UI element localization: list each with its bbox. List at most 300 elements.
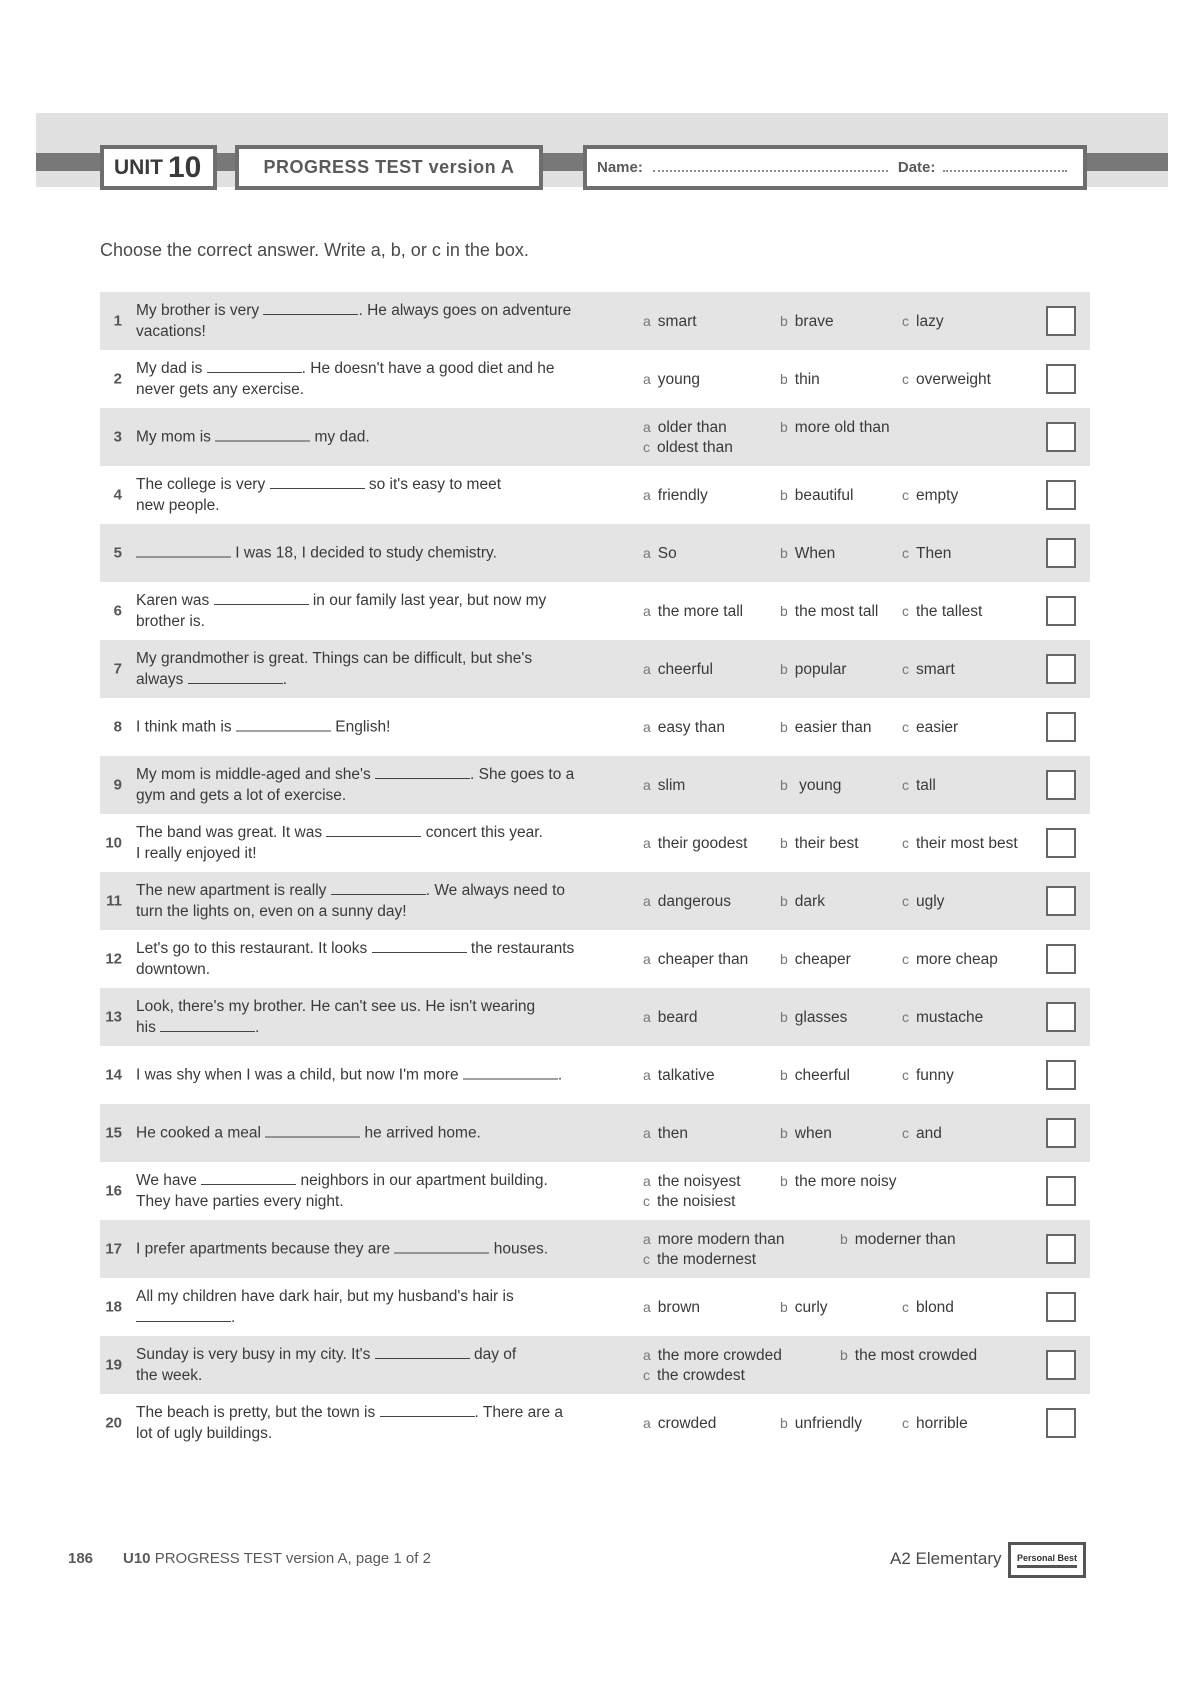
option-c bbox=[902, 1007, 983, 1028]
option-b bbox=[780, 775, 841, 796]
option-letter: a bbox=[643, 1231, 651, 1247]
answer-options bbox=[643, 601, 1063, 621]
option-b bbox=[840, 1229, 956, 1250]
name-field[interactable] bbox=[653, 168, 888, 172]
option-letter: c bbox=[902, 487, 909, 503]
question-text-segment: new people. bbox=[136, 497, 220, 514]
option-text: friendly bbox=[657, 487, 708, 504]
option-line bbox=[643, 1171, 1063, 1191]
answer-box[interactable] bbox=[1046, 828, 1076, 858]
answer-box[interactable] bbox=[1046, 1292, 1076, 1322]
question-text-line bbox=[136, 880, 716, 901]
option-letter: a bbox=[643, 835, 651, 851]
question-row bbox=[100, 350, 1090, 408]
option-line bbox=[643, 1007, 1063, 1027]
question-text-segment: he arrived home. bbox=[360, 1124, 481, 1142]
question-text bbox=[136, 1286, 716, 1328]
option-text: and bbox=[916, 1125, 942, 1142]
option-c bbox=[902, 601, 982, 622]
question-text bbox=[136, 300, 716, 342]
question-text-line bbox=[136, 901, 716, 922]
option-a bbox=[643, 833, 747, 854]
answer-blank bbox=[263, 300, 358, 315]
option-b bbox=[780, 417, 890, 438]
answer-box[interactable] bbox=[1046, 944, 1076, 974]
question-text-segment: so it's easy to meet bbox=[364, 476, 502, 493]
option-letter: a bbox=[643, 777, 651, 793]
question-number: 1 bbox=[113, 312, 122, 330]
option-text: the most crowded bbox=[854, 1347, 978, 1364]
option-letter: a bbox=[643, 1415, 651, 1431]
answer-box[interactable] bbox=[1046, 364, 1076, 394]
option-c bbox=[902, 833, 1018, 854]
option-c bbox=[902, 1297, 954, 1318]
option-letter: c bbox=[902, 1009, 909, 1025]
option-b bbox=[780, 717, 872, 738]
option-letter: c bbox=[902, 313, 909, 329]
option-a bbox=[643, 1171, 741, 1192]
question-number: 2 bbox=[113, 370, 122, 388]
option-letter: a bbox=[643, 1125, 651, 1141]
unit-label-box bbox=[100, 145, 217, 190]
answer-options bbox=[643, 1413, 1063, 1433]
answer-options bbox=[643, 1171, 1063, 1211]
question-number: 8 bbox=[113, 718, 122, 736]
option-c bbox=[902, 775, 936, 796]
answer-box[interactable] bbox=[1046, 712, 1076, 742]
option-text: dangerous bbox=[657, 893, 732, 910]
question-text bbox=[136, 1402, 716, 1444]
question-text-line bbox=[136, 938, 716, 959]
name-date-box bbox=[583, 145, 1087, 190]
option-text: cheerful bbox=[794, 1067, 850, 1084]
answer-options bbox=[643, 891, 1063, 911]
answer-box[interactable] bbox=[1046, 886, 1076, 916]
option-letter: c bbox=[643, 1367, 650, 1383]
option-letter: a bbox=[643, 1347, 651, 1363]
option-letter: c bbox=[902, 835, 909, 851]
answer-blank bbox=[375, 764, 470, 779]
answer-options bbox=[643, 1297, 1063, 1317]
option-text: glasses bbox=[794, 1009, 848, 1026]
option-letter: a bbox=[643, 893, 651, 909]
question-number: 14 bbox=[105, 1066, 122, 1084]
test-title: PROGRESS TEST version A bbox=[263, 157, 515, 177]
question-text bbox=[136, 427, 716, 448]
option-line bbox=[643, 1123, 1063, 1143]
question-text-line bbox=[136, 717, 716, 738]
option-line bbox=[643, 659, 1063, 679]
option-letter: c bbox=[902, 603, 909, 619]
option-text: mustache bbox=[916, 1009, 984, 1026]
question-row bbox=[100, 1046, 1090, 1104]
option-letter: c bbox=[643, 1193, 650, 1209]
question-text-line bbox=[136, 590, 716, 611]
question-text-segment: The band was great. It was bbox=[136, 824, 327, 841]
option-letter: c bbox=[902, 893, 909, 909]
option-a bbox=[643, 775, 685, 796]
question-text-line bbox=[136, 495, 716, 516]
option-c bbox=[902, 485, 958, 506]
question-text-line bbox=[136, 300, 716, 321]
question-text-segment: My mom is middle-aged and she's bbox=[136, 766, 376, 783]
question-text-segment: brother is. bbox=[136, 613, 205, 630]
answer-box[interactable] bbox=[1046, 1234, 1076, 1264]
option-line bbox=[643, 891, 1063, 911]
question-text-segment: Karen was bbox=[136, 592, 214, 609]
option-text: horrible bbox=[916, 1415, 968, 1432]
option-text: when bbox=[794, 1125, 832, 1142]
question-text bbox=[136, 938, 716, 980]
option-letter: b bbox=[780, 1415, 788, 1431]
question-text-segment: the week. bbox=[136, 1367, 203, 1384]
question-text-line bbox=[136, 1344, 716, 1365]
option-letter: c bbox=[643, 439, 650, 455]
option-a bbox=[643, 1229, 784, 1250]
option-text: oldest than bbox=[657, 439, 733, 456]
option-text: crowded bbox=[657, 1415, 717, 1432]
question-text-segment: . We always need to bbox=[425, 882, 565, 899]
footer-code: U10 bbox=[123, 1550, 151, 1567]
answer-blank bbox=[136, 1307, 231, 1322]
question-number: 20 bbox=[105, 1414, 122, 1432]
option-line bbox=[643, 717, 1063, 737]
question-text bbox=[136, 543, 716, 564]
answer-blank bbox=[215, 427, 310, 442]
option-text: their best bbox=[794, 835, 859, 852]
option-text: cheaper bbox=[794, 951, 851, 968]
answer-blank bbox=[188, 669, 283, 684]
answer-box[interactable] bbox=[1046, 1408, 1076, 1438]
answer-options bbox=[643, 311, 1063, 331]
option-b bbox=[780, 1171, 896, 1192]
question-text-segment: . bbox=[231, 1309, 236, 1326]
answer-blank bbox=[394, 1239, 489, 1254]
option-c bbox=[643, 1191, 735, 1212]
question-text-line bbox=[136, 1017, 716, 1038]
answer-blank bbox=[380, 1402, 475, 1417]
option-a bbox=[643, 1345, 782, 1366]
answer-box[interactable] bbox=[1046, 538, 1076, 568]
question-text-segment: gym and gets a lot of exercise. bbox=[136, 787, 347, 804]
option-letter: a bbox=[643, 951, 651, 967]
question-text-segment: concert this year. bbox=[421, 824, 543, 841]
question-text-segment: always bbox=[136, 671, 188, 688]
unit-number: 10 bbox=[168, 150, 202, 184]
option-letter: b bbox=[780, 951, 788, 967]
question-text-segment: day of bbox=[469, 1346, 517, 1363]
footer-title-text: PROGRESS TEST version A, page 1 of 2 bbox=[150, 1550, 431, 1567]
question-row bbox=[100, 872, 1090, 930]
option-letter: b bbox=[780, 835, 788, 851]
footer-title bbox=[123, 1550, 431, 1567]
option-letter: b bbox=[780, 719, 788, 735]
unit-word: UNIT bbox=[114, 155, 163, 179]
question-row bbox=[100, 1336, 1090, 1394]
question-number: 9 bbox=[113, 776, 122, 794]
option-b bbox=[780, 601, 878, 622]
option-letter: a bbox=[643, 419, 651, 435]
option-c bbox=[902, 311, 944, 332]
option-line bbox=[643, 1065, 1063, 1085]
answer-box[interactable] bbox=[1046, 596, 1076, 626]
option-letter: a bbox=[643, 1067, 651, 1083]
publisher-logo bbox=[1008, 1542, 1086, 1578]
option-line bbox=[643, 601, 1063, 621]
question-text bbox=[136, 880, 716, 922]
option-letter: b bbox=[780, 1299, 788, 1315]
answer-box[interactable] bbox=[1046, 770, 1076, 800]
option-text: talkative bbox=[657, 1067, 715, 1084]
question-text-segment: My grandmother is great. Things can be difficult, but she's bbox=[136, 650, 533, 667]
option-b bbox=[780, 833, 859, 854]
answer-options bbox=[643, 1123, 1063, 1143]
question-text bbox=[136, 1170, 716, 1212]
option-b bbox=[780, 1007, 847, 1028]
question-text-line bbox=[136, 1239, 716, 1260]
answer-box[interactable] bbox=[1046, 1060, 1076, 1090]
answer-blank bbox=[214, 590, 309, 605]
answer-options bbox=[643, 659, 1063, 679]
option-letter: a bbox=[643, 603, 651, 619]
option-letter: c bbox=[643, 1251, 650, 1267]
option-letter: b bbox=[840, 1347, 848, 1363]
option-b bbox=[780, 1065, 850, 1086]
question-text-line bbox=[136, 648, 716, 669]
answer-options bbox=[643, 833, 1063, 853]
option-line bbox=[643, 949, 1063, 969]
question-text-line bbox=[136, 321, 716, 342]
question-text-segment: The new apartment is really bbox=[136, 882, 331, 899]
question-text-segment: . He always goes on adventure bbox=[358, 302, 572, 319]
option-text: smart bbox=[657, 313, 697, 330]
option-text: brave bbox=[794, 313, 834, 330]
option-letter: b bbox=[780, 661, 788, 677]
date-label: Date: bbox=[897, 159, 936, 176]
question-text-line bbox=[136, 1286, 716, 1307]
question-text-line bbox=[136, 785, 716, 806]
option-text: the more crowded bbox=[657, 1347, 782, 1364]
question-text-segment: my dad. bbox=[310, 428, 370, 446]
option-a bbox=[643, 601, 743, 622]
question-text-segment: We have bbox=[136, 1172, 202, 1189]
option-text: slim bbox=[657, 777, 686, 794]
option-text: When bbox=[794, 545, 836, 562]
question-text bbox=[136, 1239, 716, 1260]
answer-box[interactable] bbox=[1046, 480, 1076, 510]
option-letter: b bbox=[780, 777, 788, 793]
answer-blank bbox=[463, 1065, 558, 1080]
answer-box[interactable] bbox=[1046, 1176, 1076, 1206]
question-text-segment: He cooked a meal bbox=[136, 1124, 266, 1142]
option-letter: a bbox=[643, 1299, 651, 1315]
option-line bbox=[643, 1249, 1063, 1269]
answer-box[interactable] bbox=[1046, 1002, 1076, 1032]
option-text: tall bbox=[916, 777, 936, 794]
question-text-segment: I think math is bbox=[136, 718, 236, 736]
question-text-segment: the restaurants bbox=[466, 940, 575, 957]
answer-box[interactable] bbox=[1046, 422, 1076, 452]
option-letter: c bbox=[902, 719, 909, 735]
option-a bbox=[643, 659, 713, 680]
option-text: more modern than bbox=[657, 1231, 785, 1248]
option-c bbox=[902, 1123, 942, 1144]
question-text-segment: . bbox=[282, 671, 287, 688]
answer-blank bbox=[270, 474, 365, 489]
answer-box[interactable] bbox=[1046, 654, 1076, 684]
question-text-segment: They have parties every night. bbox=[136, 1193, 344, 1210]
option-letter: c bbox=[902, 371, 909, 387]
question-number: 10 bbox=[105, 834, 122, 852]
question-row bbox=[100, 1220, 1090, 1278]
option-letter: a bbox=[643, 661, 651, 677]
option-letter: a bbox=[643, 487, 651, 503]
option-letter: b bbox=[780, 893, 788, 909]
question-row bbox=[100, 640, 1090, 698]
question-text-segment: . She goes to a bbox=[470, 766, 575, 783]
option-text: the noisiest bbox=[657, 1193, 736, 1210]
option-b bbox=[780, 949, 851, 970]
option-text: So bbox=[657, 545, 677, 562]
question-text-segment: his bbox=[136, 1019, 161, 1036]
option-text: curly bbox=[794, 1299, 828, 1316]
option-letter: b bbox=[780, 419, 788, 435]
option-text: the most tall bbox=[794, 603, 879, 620]
question-text-line bbox=[136, 1423, 716, 1444]
question-text-line bbox=[136, 427, 716, 448]
question-text-segment: never gets any exercise. bbox=[136, 381, 305, 398]
option-line bbox=[643, 485, 1063, 505]
option-text: empty bbox=[916, 487, 959, 504]
option-a bbox=[643, 1413, 716, 1434]
question-text bbox=[136, 717, 716, 738]
question-text-line bbox=[136, 959, 716, 980]
option-a bbox=[643, 1065, 715, 1086]
answer-box[interactable] bbox=[1046, 306, 1076, 336]
option-letter: b bbox=[780, 1125, 788, 1141]
answer-options bbox=[643, 949, 1063, 969]
option-letter: b bbox=[780, 603, 788, 619]
question-text-line bbox=[136, 1170, 716, 1191]
option-text: lazy bbox=[916, 313, 944, 330]
option-line bbox=[643, 311, 1063, 331]
option-text: beard bbox=[657, 1009, 698, 1026]
question-text bbox=[136, 358, 716, 400]
instruction-text: Choose the correct answer. Write a, b, or c in the box. bbox=[100, 240, 529, 260]
question-text-segment: My dad is bbox=[136, 360, 207, 377]
option-c bbox=[902, 369, 991, 390]
question-text-segment: vacations! bbox=[136, 323, 206, 340]
question-row bbox=[100, 582, 1090, 640]
option-a bbox=[643, 891, 731, 912]
answer-blank bbox=[160, 1017, 255, 1032]
option-c bbox=[902, 717, 958, 738]
question-number: 4 bbox=[113, 486, 122, 504]
option-text: young bbox=[657, 371, 701, 388]
question-text-line bbox=[136, 1365, 716, 1386]
question-number: 15 bbox=[105, 1124, 122, 1142]
option-letter: c bbox=[902, 1125, 909, 1141]
option-letter: b bbox=[780, 313, 788, 329]
option-letter: a bbox=[643, 719, 651, 735]
question-text-segment: . bbox=[255, 1019, 260, 1036]
question-text-line bbox=[136, 1402, 716, 1423]
option-line bbox=[643, 1191, 1063, 1211]
option-b bbox=[780, 311, 834, 332]
answer-options bbox=[643, 369, 1063, 389]
question-row bbox=[100, 814, 1090, 872]
question-number: 16 bbox=[105, 1182, 122, 1200]
answer-box[interactable] bbox=[1046, 1118, 1076, 1148]
question-row bbox=[100, 1162, 1090, 1220]
question-row bbox=[100, 1278, 1090, 1336]
option-text: the modernest bbox=[657, 1251, 757, 1268]
question-text-segment: The beach is pretty, but the town is bbox=[136, 1404, 380, 1421]
option-b bbox=[780, 891, 825, 912]
option-line bbox=[643, 437, 1063, 457]
question-row bbox=[100, 988, 1090, 1046]
option-c bbox=[902, 1065, 954, 1086]
option-b bbox=[780, 1123, 832, 1144]
option-text: more old than bbox=[794, 419, 890, 436]
answer-options bbox=[643, 485, 1063, 505]
option-letter: c bbox=[902, 951, 909, 967]
option-c bbox=[902, 949, 998, 970]
answer-options bbox=[643, 1065, 1063, 1085]
answer-options bbox=[643, 775, 1063, 795]
date-field[interactable] bbox=[943, 168, 1067, 172]
option-text: dark bbox=[794, 893, 825, 910]
question-text-segment: I was shy when I was a child, but now I'm more bbox=[136, 1066, 463, 1084]
question-number: 7 bbox=[113, 660, 122, 678]
answer-options bbox=[643, 717, 1063, 737]
question-number: 12 bbox=[105, 950, 122, 968]
answer-blank bbox=[326, 822, 421, 837]
option-a bbox=[643, 543, 677, 564]
option-c bbox=[902, 1413, 968, 1434]
option-text: easy than bbox=[657, 719, 726, 736]
page-number: 186 bbox=[68, 1550, 94, 1567]
option-letter: b bbox=[780, 487, 788, 503]
option-text: smart bbox=[916, 661, 955, 678]
question-row bbox=[100, 930, 1090, 988]
answer-blank bbox=[207, 358, 302, 373]
question-text-line bbox=[136, 669, 716, 690]
option-a bbox=[643, 417, 727, 438]
option-letter: b bbox=[780, 371, 788, 387]
logo-text: Personal Best bbox=[1016, 1552, 1078, 1563]
question-text-line bbox=[136, 764, 716, 785]
name-label: Name: bbox=[597, 159, 643, 176]
option-a bbox=[643, 485, 708, 506]
answer-blank bbox=[201, 1170, 296, 1185]
answer-options bbox=[643, 1007, 1063, 1027]
option-text: Then bbox=[916, 545, 952, 562]
question-text-segment: Let's go to this restaurant. It looks bbox=[136, 940, 372, 957]
question-text-segment: I prefer apartments because they are bbox=[136, 1240, 395, 1258]
option-text: then bbox=[657, 1125, 688, 1142]
question-number: 3 bbox=[113, 428, 122, 446]
option-letter: c bbox=[902, 1067, 909, 1083]
option-text: their most best bbox=[916, 835, 1018, 852]
option-text: ugly bbox=[916, 893, 945, 910]
option-letter: b bbox=[780, 1067, 788, 1083]
answer-box[interactable] bbox=[1046, 1350, 1076, 1380]
option-c bbox=[902, 891, 944, 912]
question-text bbox=[136, 648, 716, 690]
answer-blank bbox=[136, 543, 231, 558]
option-letter: a bbox=[643, 313, 651, 329]
